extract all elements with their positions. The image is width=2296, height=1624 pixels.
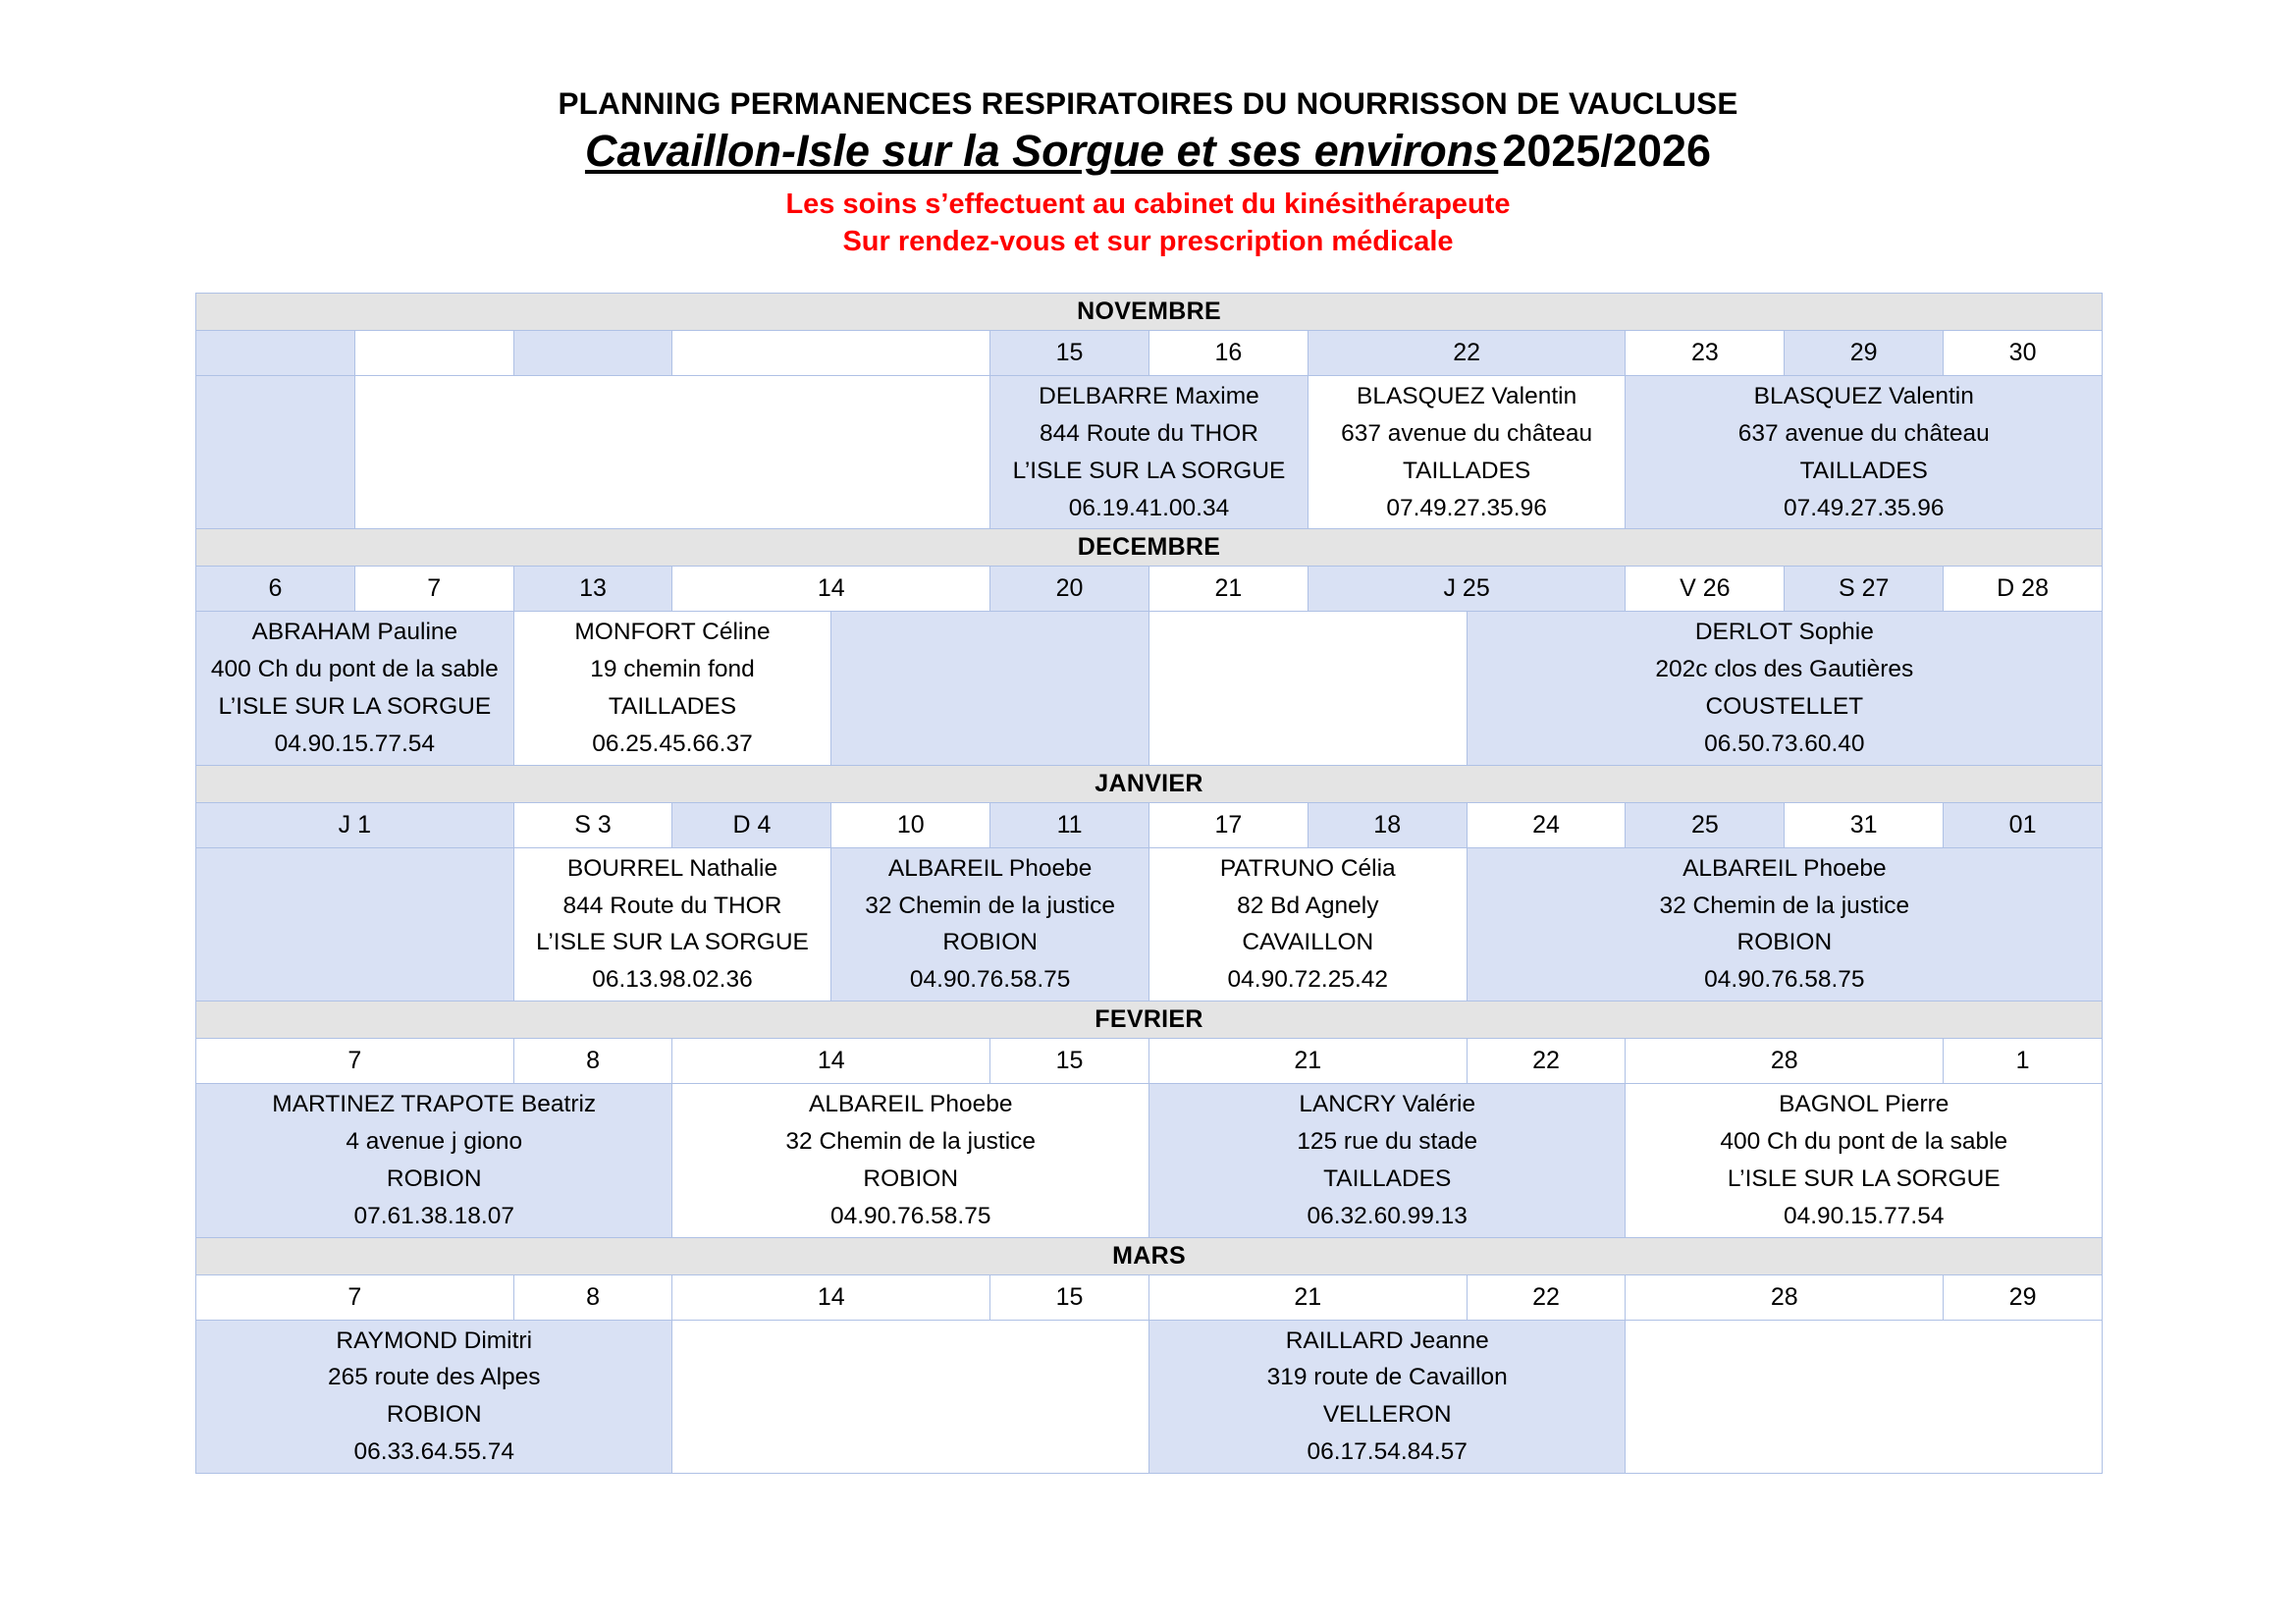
date-cell: 28 [1626, 1039, 1944, 1084]
practitioner-cell [1148, 1320, 1625, 1473]
practitioner-details [1626, 376, 2102, 528]
practitioner-name: ABRAHAM Pauline [251, 619, 458, 646]
date-cell-empty [196, 331, 355, 376]
month-name: DECEMBRE [196, 529, 2103, 567]
date-cell: S 27 [1785, 567, 1944, 612]
practitioner-name: PATRUNO Célia [1219, 854, 1396, 882]
month-name: JANVIER [196, 765, 2103, 802]
practitioner-cell [196, 1320, 672, 1473]
practitioner-phone: 04.90.76.58.75 [909, 966, 1071, 994]
practitioner-cell-empty [831, 612, 1149, 765]
practitioner-city: L’ISLE SUR LA SORGUE [218, 693, 492, 721]
practitioner-phone: 04.90.76.58.75 [829, 1202, 991, 1229]
practitioner-details [1149, 848, 1467, 1001]
notice-line-1: Les soins s’effectuent au cabinet du kinésithérapeute [785, 188, 1511, 220]
practitioner-street: 4 avenue j giono [346, 1127, 523, 1155]
practitioner-cell [196, 612, 514, 765]
practitioner-details [990, 376, 1308, 528]
practitioner-details [1149, 1084, 1625, 1236]
practitioner-city: TAILLADES [608, 693, 737, 721]
date-cell-empty [672, 331, 990, 376]
practitioner-name: RAILLARD Jeanne [1285, 1326, 1489, 1354]
practitioner-street: 82 Bd Agnely [1237, 892, 1379, 919]
date-cell: 22 [1308, 331, 1626, 376]
practitioner-details [672, 1084, 1148, 1236]
practitioner-cell-empty [196, 376, 355, 529]
date-header-row [196, 567, 2103, 612]
practitioner-cell [1626, 1084, 2103, 1237]
date-cell: 29 [1785, 331, 1944, 376]
practitioner-phone: 04.90.72.25.42 [1227, 966, 1389, 994]
date-cell: 15 [990, 1039, 1149, 1084]
date-cell: 28 [1626, 1274, 1944, 1320]
practitioner-cell [513, 847, 831, 1001]
date-header-row [196, 802, 2103, 847]
practitioner-city: COUSTELLET [1705, 693, 1864, 721]
date-cell: 14 [672, 567, 990, 612]
practitioner-name: BOURREL Nathalie [566, 854, 778, 882]
practitioner-street: 844 Route du THOR [562, 892, 782, 919]
practitioner-row [196, 612, 2103, 765]
month-band-row [196, 529, 2103, 567]
practitioner-cell [1467, 612, 2102, 765]
practitioner-cell [196, 1084, 672, 1237]
date-cell-empty [354, 331, 513, 376]
practitioner-cell [1626, 376, 2103, 529]
document-header [0, 0, 2296, 260]
practitioner-phone: 04.90.15.77.54 [274, 730, 436, 757]
practitioner-name: ALBAREIL Phoebe [808, 1091, 1013, 1118]
practitioner-row [196, 1320, 2103, 1473]
date-cell: V 26 [1626, 567, 1785, 612]
practitioner-street: 637 avenue du château [1737, 419, 1990, 447]
date-cell: 18 [1308, 802, 1467, 847]
date-cell: 7 [354, 567, 513, 612]
date-cell: 31 [1785, 802, 1944, 847]
practitioner-name: DELBARRE Maxime [1039, 383, 1259, 409]
date-cell: 21 [1148, 1039, 1467, 1084]
date-cell: 6 [196, 567, 355, 612]
practitioner-city: TAILLADES [1402, 457, 1531, 484]
practitioner-street: 125 rue du stade [1297, 1127, 1478, 1155]
practitioner-phone: 06.50.73.60.40 [1704, 730, 1865, 757]
practitioner-street: 400 Ch du pont de la sable [210, 656, 499, 683]
practitioner-street: 844 Route du THOR [1040, 419, 1258, 447]
practitioner-city: ROBION [386, 1401, 482, 1429]
schedule-body [196, 294, 2103, 1474]
practitioner-cell-empty [672, 1320, 1148, 1473]
practitioner-details [831, 848, 1148, 1001]
practitioner-phone: 06.13.98.02.36 [592, 966, 753, 994]
date-cell: 7 [196, 1039, 514, 1084]
practitioner-city: ROBION [863, 1164, 959, 1192]
date-cell: 22 [1467, 1039, 1626, 1084]
practitioner-city: L’ISLE SUR LA SORGUE [1727, 1164, 2001, 1192]
date-cell-empty [513, 331, 672, 376]
month-band-row [196, 1237, 2103, 1274]
practitioner-street: 19 chemin fond [590, 656, 755, 683]
date-cell: 20 [990, 567, 1149, 612]
practitioner-city: L’ISLE SUR LA SORGUE [1012, 457, 1286, 484]
date-header-row [196, 1274, 2103, 1320]
practitioner-details [514, 848, 831, 1001]
practitioner-name: RAYMOND Dimitri [336, 1326, 533, 1354]
practitioner-phone: 06.19.41.00.34 [1068, 494, 1230, 521]
date-cell: 24 [1467, 802, 1626, 847]
practitioner-city: ROBION [942, 929, 1038, 956]
practitioner-cell [831, 847, 1149, 1001]
month-name: FEVRIER [196, 1001, 2103, 1039]
date-cell: 16 [1148, 331, 1308, 376]
practitioner-street: 32 Chemin de la justice [1659, 892, 1910, 919]
practitioner-city: CAVAILLON [1242, 929, 1374, 956]
practitioner-phone: 04.90.76.58.75 [1704, 966, 1865, 994]
practitioner-details [1149, 1321, 1625, 1473]
practitioner-details [196, 1084, 671, 1236]
date-cell: S 3 [513, 802, 672, 847]
date-cell: 30 [1944, 331, 2103, 376]
practitioner-name: MARTINEZ TRAPOTE Beatriz [272, 1091, 597, 1118]
practitioner-cell [1148, 847, 1467, 1001]
practitioner-cell-empty [196, 847, 514, 1001]
date-cell: 14 [672, 1274, 990, 1320]
practitioner-row [196, 376, 2103, 529]
practitioner-cell [672, 1084, 1148, 1237]
date-cell: 29 [1944, 1274, 2103, 1320]
practitioner-name: DERLOT Sophie [1694, 619, 1874, 646]
practitioner-phone: 07.49.27.35.96 [1386, 494, 1547, 521]
date-cell: 01 [1944, 802, 2103, 847]
notice-line-2: Sur rendez-vous et sur prescription médicale [842, 225, 1454, 257]
practitioner-city: L’ISLE SUR LA SORGUE [536, 929, 809, 956]
subtitle-region-year [0, 127, 2296, 176]
date-cell: 23 [1626, 331, 1785, 376]
practitioner-cell [1148, 1084, 1625, 1237]
practitioner-details [1468, 612, 2102, 764]
date-cell: 21 [1148, 567, 1308, 612]
date-cell: J 1 [196, 802, 514, 847]
date-cell: 25 [1626, 802, 1785, 847]
month-name: NOVEMBRE [196, 294, 2103, 331]
practitioner-street: 400 Ch du pont de la sable [1720, 1127, 2008, 1155]
practitioner-details [196, 612, 513, 764]
practitioner-cell [1467, 847, 2102, 1001]
date-cell: 15 [990, 331, 1149, 376]
practitioner-row [196, 847, 2103, 1001]
practitioner-city: TAILLADES [1799, 457, 1928, 484]
practitioner-name: BLASQUEZ Valentin [1753, 383, 1974, 409]
practitioner-details [1626, 1084, 2102, 1236]
practitioner-details [196, 1321, 671, 1473]
practitioner-phone: 04.90.15.77.54 [1784, 1202, 1945, 1229]
practitioner-cell [990, 376, 1308, 529]
date-cell: 8 [513, 1039, 672, 1084]
practitioner-cell-empty [354, 376, 989, 529]
practitioner-details [1308, 376, 1626, 528]
practitioner-street: 202c clos des Gautières [1655, 656, 1914, 683]
region-title: Cavaillon-Isle sur la Sorgue et ses environs [584, 126, 1499, 177]
practitioner-name: LANCRY Valérie [1299, 1091, 1476, 1118]
practitioner-phone: 06.17.54.84.57 [1307, 1438, 1468, 1466]
season-year: 2025/2026 [1502, 126, 1712, 177]
practitioner-phone: 06.32.60.99.13 [1307, 1202, 1468, 1229]
practitioner-details [1468, 848, 2102, 1001]
date-cell: 13 [513, 567, 672, 612]
practitioner-cell [1308, 376, 1626, 529]
month-band-row [196, 765, 2103, 802]
practitioner-row [196, 1084, 2103, 1237]
practitioner-phone: 07.49.27.35.96 [1784, 494, 1945, 521]
practitioner-phone: 06.33.64.55.74 [353, 1438, 514, 1466]
page-title: PLANNING PERMANENCES RESPIRATOIRES DU NOURRISSON DE VAUCLUSE [558, 85, 1738, 121]
practitioner-cell-empty [1626, 1320, 2103, 1473]
practitioner-city: ROBION [386, 1164, 482, 1192]
practitioner-cell [513, 612, 831, 765]
date-cell: 14 [672, 1039, 990, 1084]
date-cell: 17 [1148, 802, 1308, 847]
date-cell: 15 [990, 1274, 1149, 1320]
schedule-container [195, 293, 2102, 1474]
practitioner-phone: 06.25.45.66.37 [592, 730, 753, 757]
date-cell: 7 [196, 1274, 514, 1320]
practitioner-name: MONFORT Céline [574, 619, 771, 646]
date-cell: 10 [831, 802, 990, 847]
practitioner-street: 319 route de Cavaillon [1266, 1364, 1508, 1391]
practitioner-city: VELLERON [1322, 1401, 1452, 1429]
date-cell: D 4 [672, 802, 831, 847]
practitioner-street: 265 route des Alpes [327, 1364, 541, 1391]
date-header-row [196, 331, 2103, 376]
practitioner-city: TAILLADES [1323, 1164, 1452, 1192]
schedule-table [195, 293, 2103, 1474]
date-cell: J 25 [1308, 567, 1626, 612]
date-cell: 8 [513, 1274, 672, 1320]
practitioner-city: ROBION [1736, 929, 1833, 956]
practitioner-street: 32 Chemin de la justice [865, 892, 1115, 919]
month-name: MARS [196, 1237, 2103, 1274]
date-cell: 1 [1944, 1039, 2103, 1084]
practitioner-cell-empty [1148, 612, 1467, 765]
date-cell: 11 [990, 802, 1149, 847]
date-cell: D 28 [1944, 567, 2103, 612]
date-header-row [196, 1039, 2103, 1084]
practitioner-name: BLASQUEZ Valentin [1357, 383, 1577, 409]
practitioner-name: ALBAREIL Phoebe [1682, 854, 1887, 882]
month-band-row [196, 294, 2103, 331]
practitioner-street: 32 Chemin de la justice [785, 1127, 1037, 1155]
month-band-row [196, 1001, 2103, 1039]
practitioner-name: BAGNOL Pierre [1779, 1091, 1949, 1118]
date-cell: 22 [1467, 1274, 1626, 1320]
practitioner-details [514, 612, 831, 764]
date-cell: 21 [1148, 1274, 1467, 1320]
practitioner-phone: 07.61.38.18.07 [353, 1202, 514, 1229]
practitioner-name: ALBAREIL Phoebe [887, 854, 1093, 882]
practitioner-street: 637 avenue du château [1341, 419, 1593, 447]
